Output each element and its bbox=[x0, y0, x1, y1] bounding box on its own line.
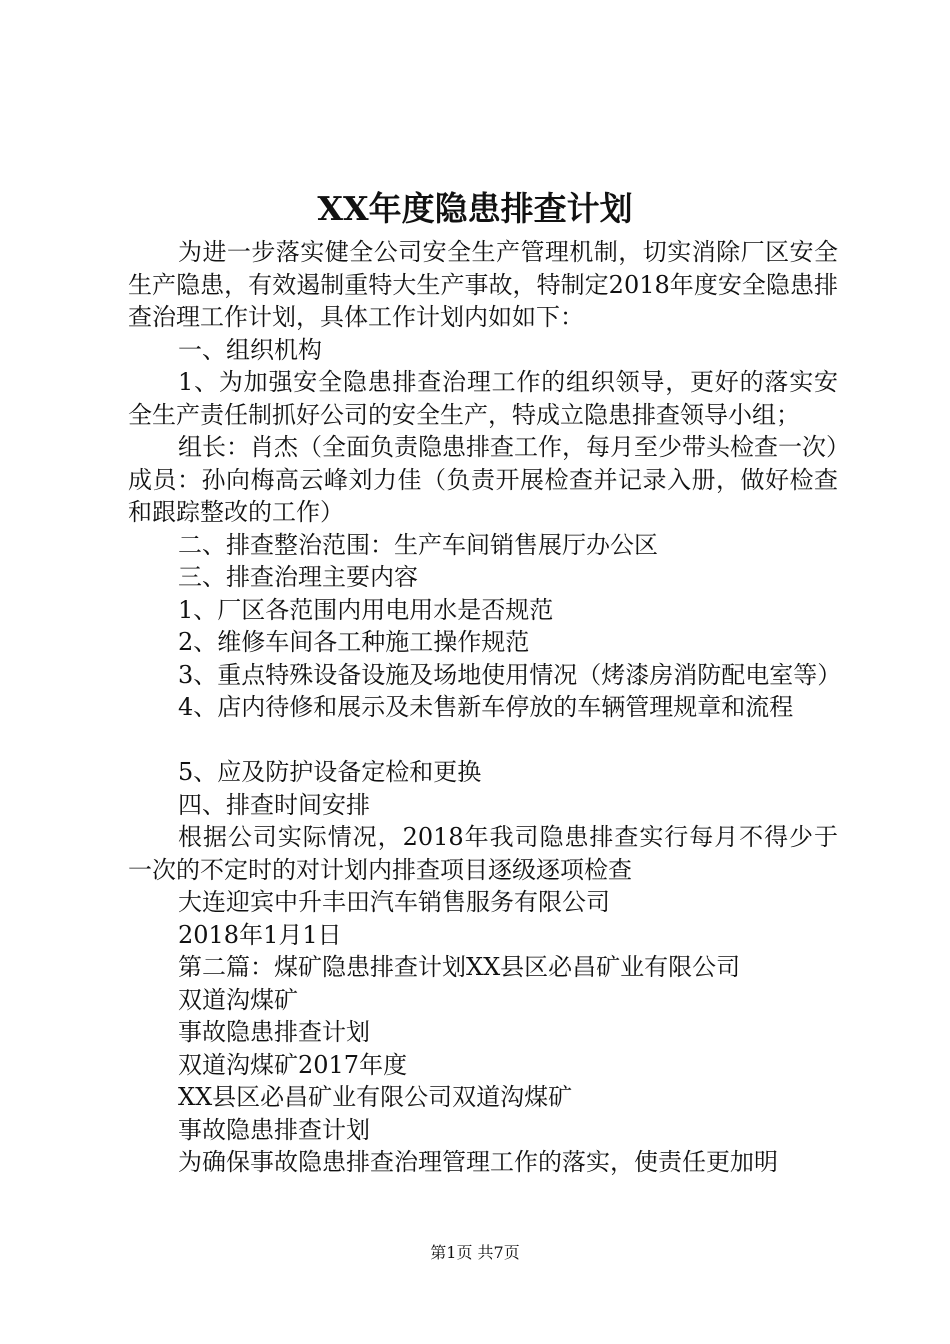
list-item: 4、店内待修和展示及未售新车停放的车辆管理规章和流程 bbox=[178, 693, 794, 721]
chapter-heading: 第二篇：煤矿隐患排查计划XX县区必昌矿业有限公司 bbox=[178, 953, 741, 981]
paragraph: 根据公司实际情况，2018年我司隐患排查实行每月不得少于一次的不定时的对计划内排查项目逐级逐项检查 bbox=[128, 823, 838, 884]
section-heading: 二、排查整治范围：生产车间销售展厅办公区 bbox=[178, 530, 658, 559]
paragraph: 双道沟煤矿 bbox=[178, 985, 298, 1014]
date: 2018年1月1日 bbox=[178, 920, 342, 949]
section-heading: 三、排查治理主要内容 bbox=[178, 563, 418, 591]
document-body bbox=[128, 236, 842, 1179]
section-heading: 一、组织机构 bbox=[178, 335, 322, 364]
paragraph: XX县区必昌矿业有限公司双道沟煤矿 bbox=[178, 1083, 573, 1111]
blank-line bbox=[128, 724, 838, 757]
list-item: 3、重点特殊设备设施及场地使用情况（烤漆房消防配电室等） bbox=[178, 660, 842, 689]
section-heading: 四、排查时间安排 bbox=[178, 790, 370, 819]
company-name: 大连迎宾中升丰田汽车销售服务有限公司 bbox=[178, 888, 610, 916]
paragraph: 事故隐患排查计划 bbox=[178, 1018, 370, 1046]
paragraph: 事故隐患排查计划 bbox=[178, 1115, 370, 1144]
paragraph: 为进一步落实健全公司安全生产管理机制，切实消除厂区安全生产隐患，有效遏制重特大生产事故，特制定2018年度安全隐患排查治理工作计划，具体工作计划内如如下： bbox=[128, 238, 838, 331]
paragraph: 组长：肖杰（全面负责隐患排查工作，每月至少带头检查一次）成员：孙向梅高云峰刘力佳（负责开展检查并记录入册，做好检查和跟踪整改的工作） bbox=[128, 433, 838, 526]
document-title: XX年度隐患排查计划 bbox=[317, 189, 633, 228]
paragraph: 1、为加强安全隐患排查治理工作的组织领导，更好的落实安全生产责任制抓好公司的安全生产，特成立隐患排查领导小组； bbox=[128, 368, 838, 429]
list-item: 1、厂区各范围内用电用水是否规范 bbox=[178, 595, 554, 624]
paragraph: 为确保事故隐患排查治理管理工作的落实，使责任更加明 bbox=[178, 1148, 778, 1176]
paragraph: 双道沟煤矿2017年度 bbox=[178, 1050, 408, 1079]
list-item: 5、应及防护设备定检和更换 bbox=[178, 758, 482, 786]
list-item: 2、维修车间各工种施工操作规范 bbox=[178, 628, 530, 656]
page-footer: 第1页 共7页 bbox=[430, 1243, 520, 1262]
